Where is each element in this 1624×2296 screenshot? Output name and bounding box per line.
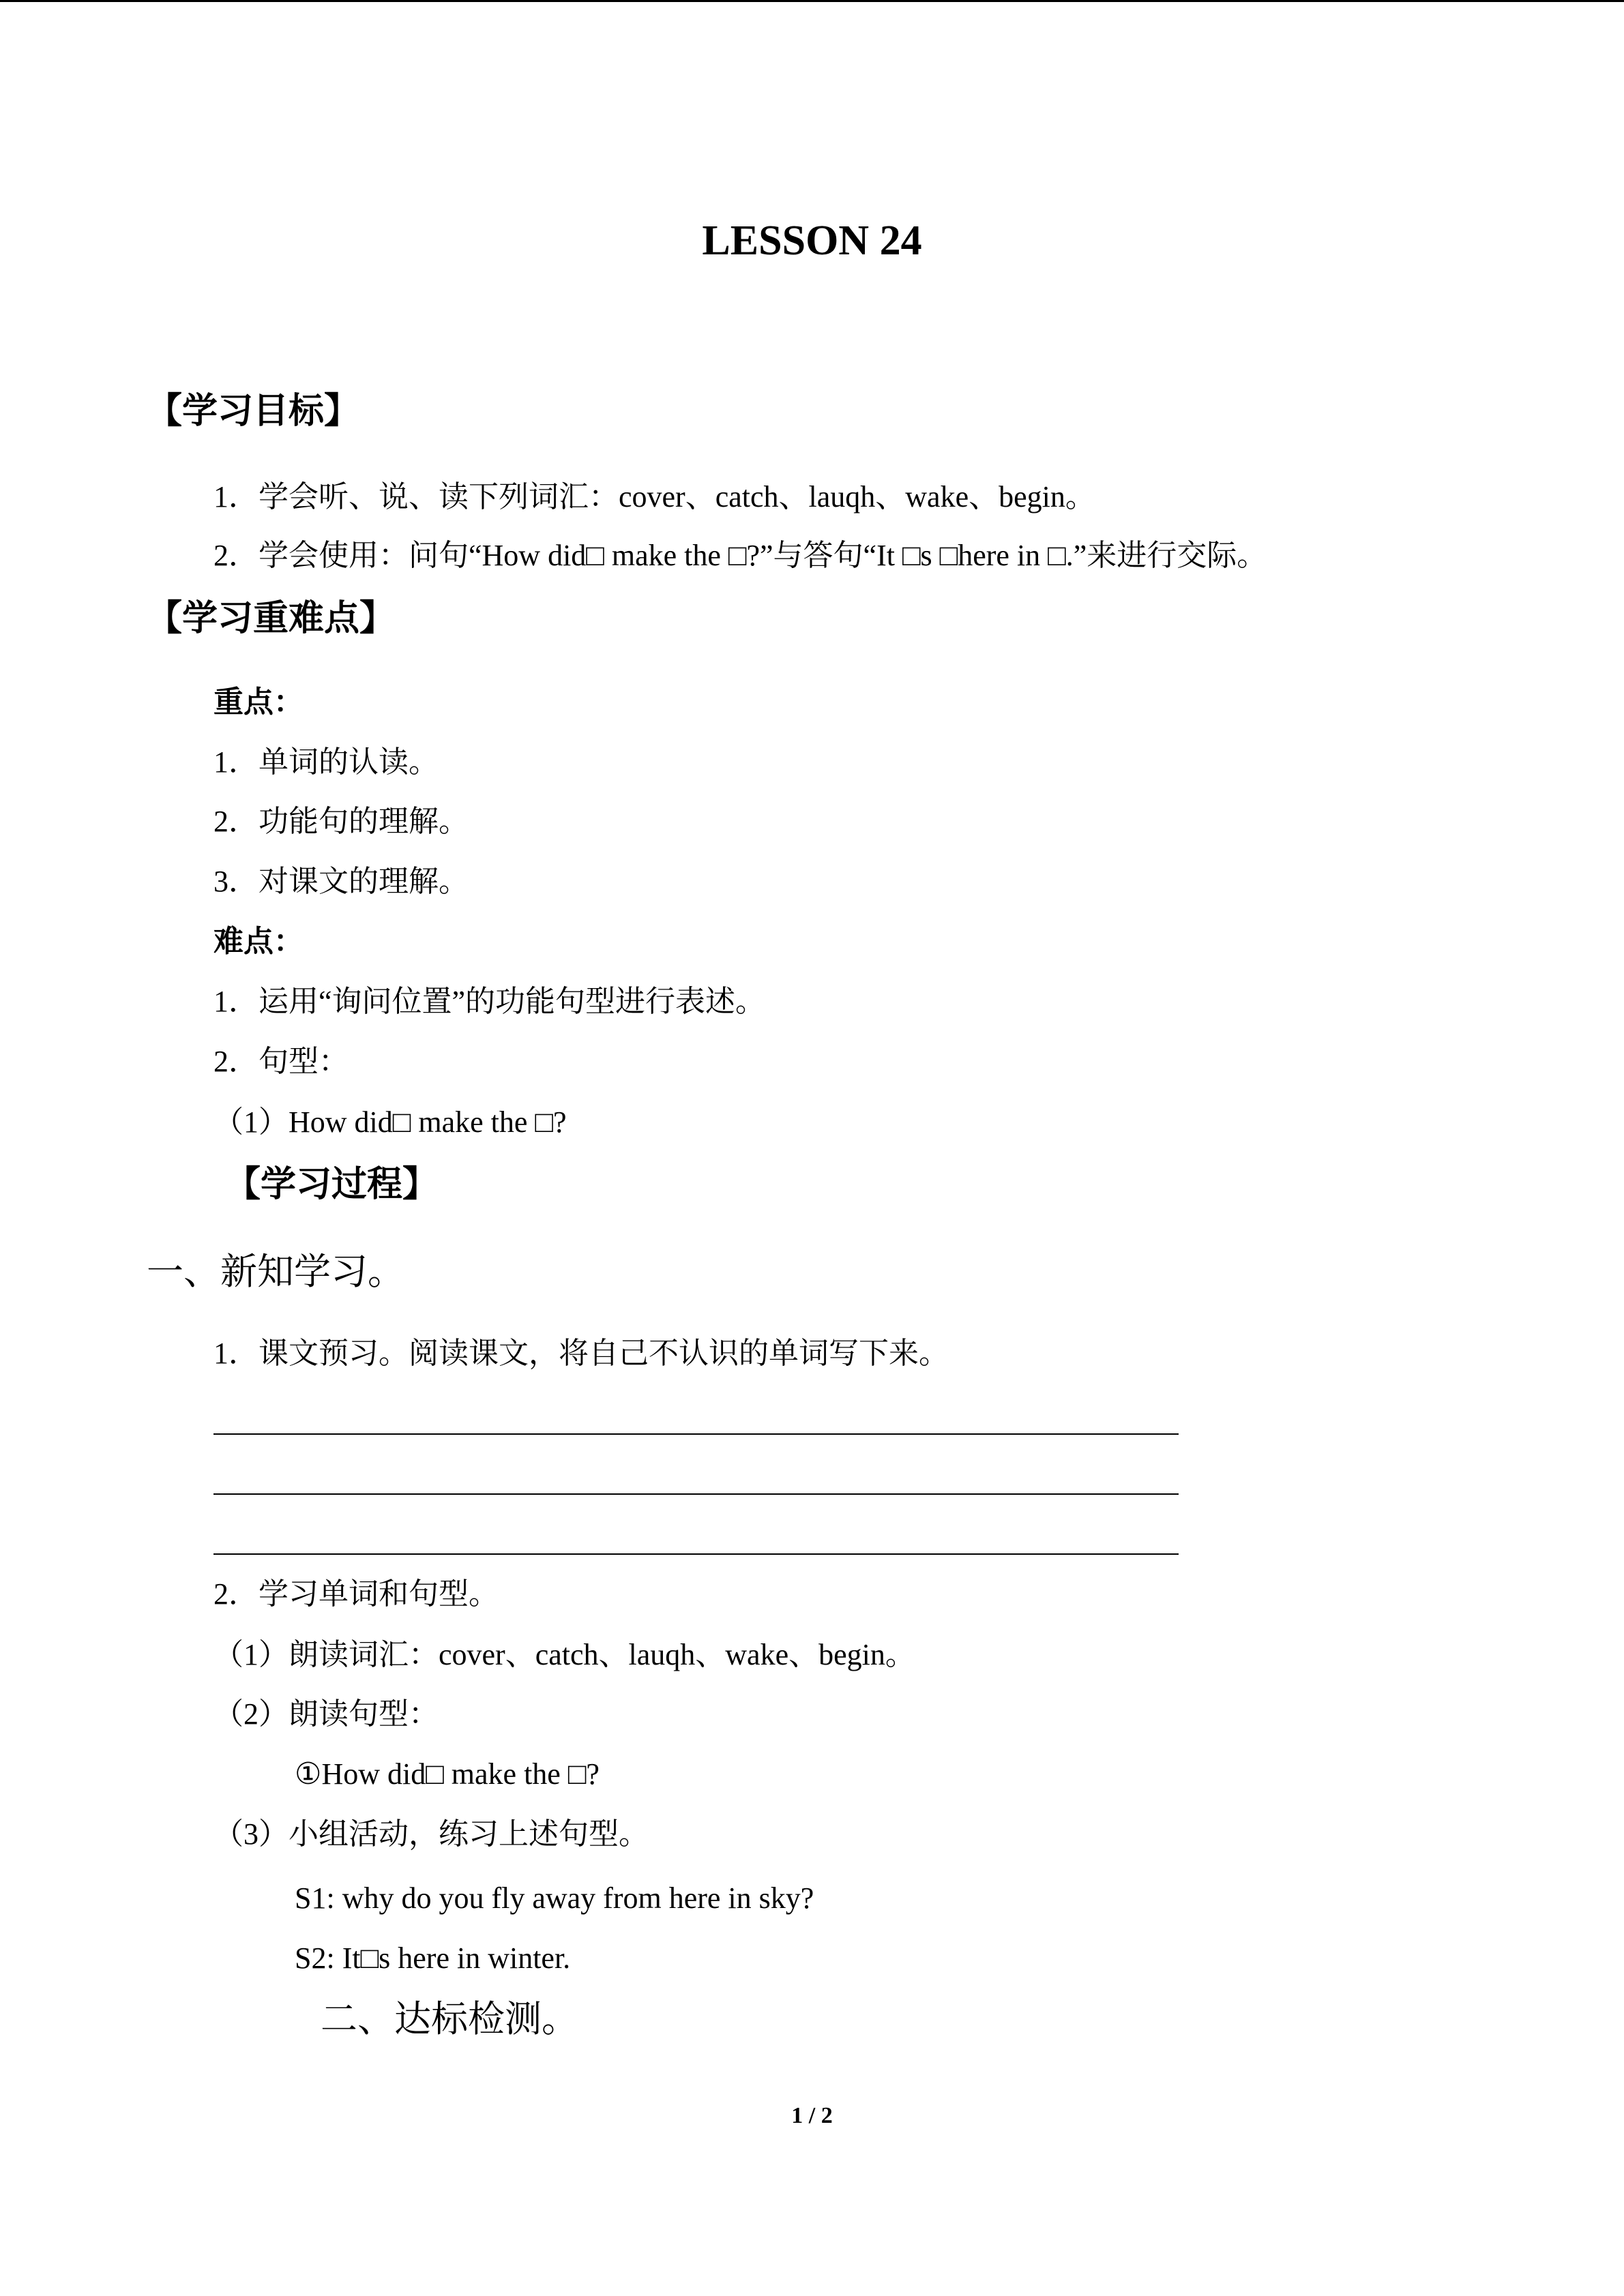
sub-step-2: （2）朗读句型：: [213, 1697, 439, 1731]
page-number: 1 / 2: [791, 2103, 833, 2128]
page-top-border: [0, 0, 1624, 2]
goals-item-1: 1．学会听、说、读下列词汇：cover、catch、lauqh、wake、begin。: [213, 480, 1095, 513]
step2-instruction: 2．学习单词和句型。: [213, 1577, 499, 1611]
goals-heading: 【学习目标】: [147, 392, 360, 431]
dialog-line-s2: S2: It□s here in winter.: [295, 1941, 571, 1975]
difficulty-item-2: 2．句型：: [213, 1045, 349, 1078]
answer-line-1[interactable]: [213, 1433, 1179, 1435]
focus-item-2: 2．功能句的理解。: [213, 805, 469, 838]
answer-line-2[interactable]: [213, 1493, 1179, 1495]
difficulty-label: 难点：: [213, 925, 304, 958]
goals-item-2: 2．学会使用：问句“How did□ make the □?”与答句“It □s □here in □.”来进行交际。: [213, 539, 1267, 572]
focus-item-1: 1．单词的认读。: [213, 745, 439, 779]
key-points-heading: 【学习重难点】: [147, 599, 396, 638]
sub-step-3: （3）小组活动，练习上述句型。: [213, 1817, 649, 1851]
page-title: LESSON 24: [702, 218, 922, 264]
process-heading: 【学习过程】: [225, 1165, 439, 1204]
sub-step-2-pattern: ①How did□ make the □?: [295, 1757, 600, 1791]
answer-line-3[interactable]: [213, 1553, 1179, 1555]
focus-label: 重点：: [213, 685, 304, 719]
difficulty-item-1: 1．运用“询问位置”的功能句型进行表述。: [213, 985, 766, 1018]
sentence-pattern: （1）How did□ make the □?: [213, 1105, 567, 1139]
part2-title: 二、达标检测。: [321, 1999, 578, 2040]
step1-instruction: 1．课文预习。阅读课文，将自己不认识的单词写下来。: [213, 1337, 949, 1370]
sub-step-1: （1）朗读词汇：cover、catch、lauqh、wake、begin。: [213, 1638, 915, 1671]
focus-item-3: 3．对课文的理解。: [213, 865, 469, 898]
part1-title: 一、新知学习。: [147, 1251, 404, 1292]
dialog-line-s1: S1: why do you fly away from here in sky?: [295, 1881, 814, 1915]
